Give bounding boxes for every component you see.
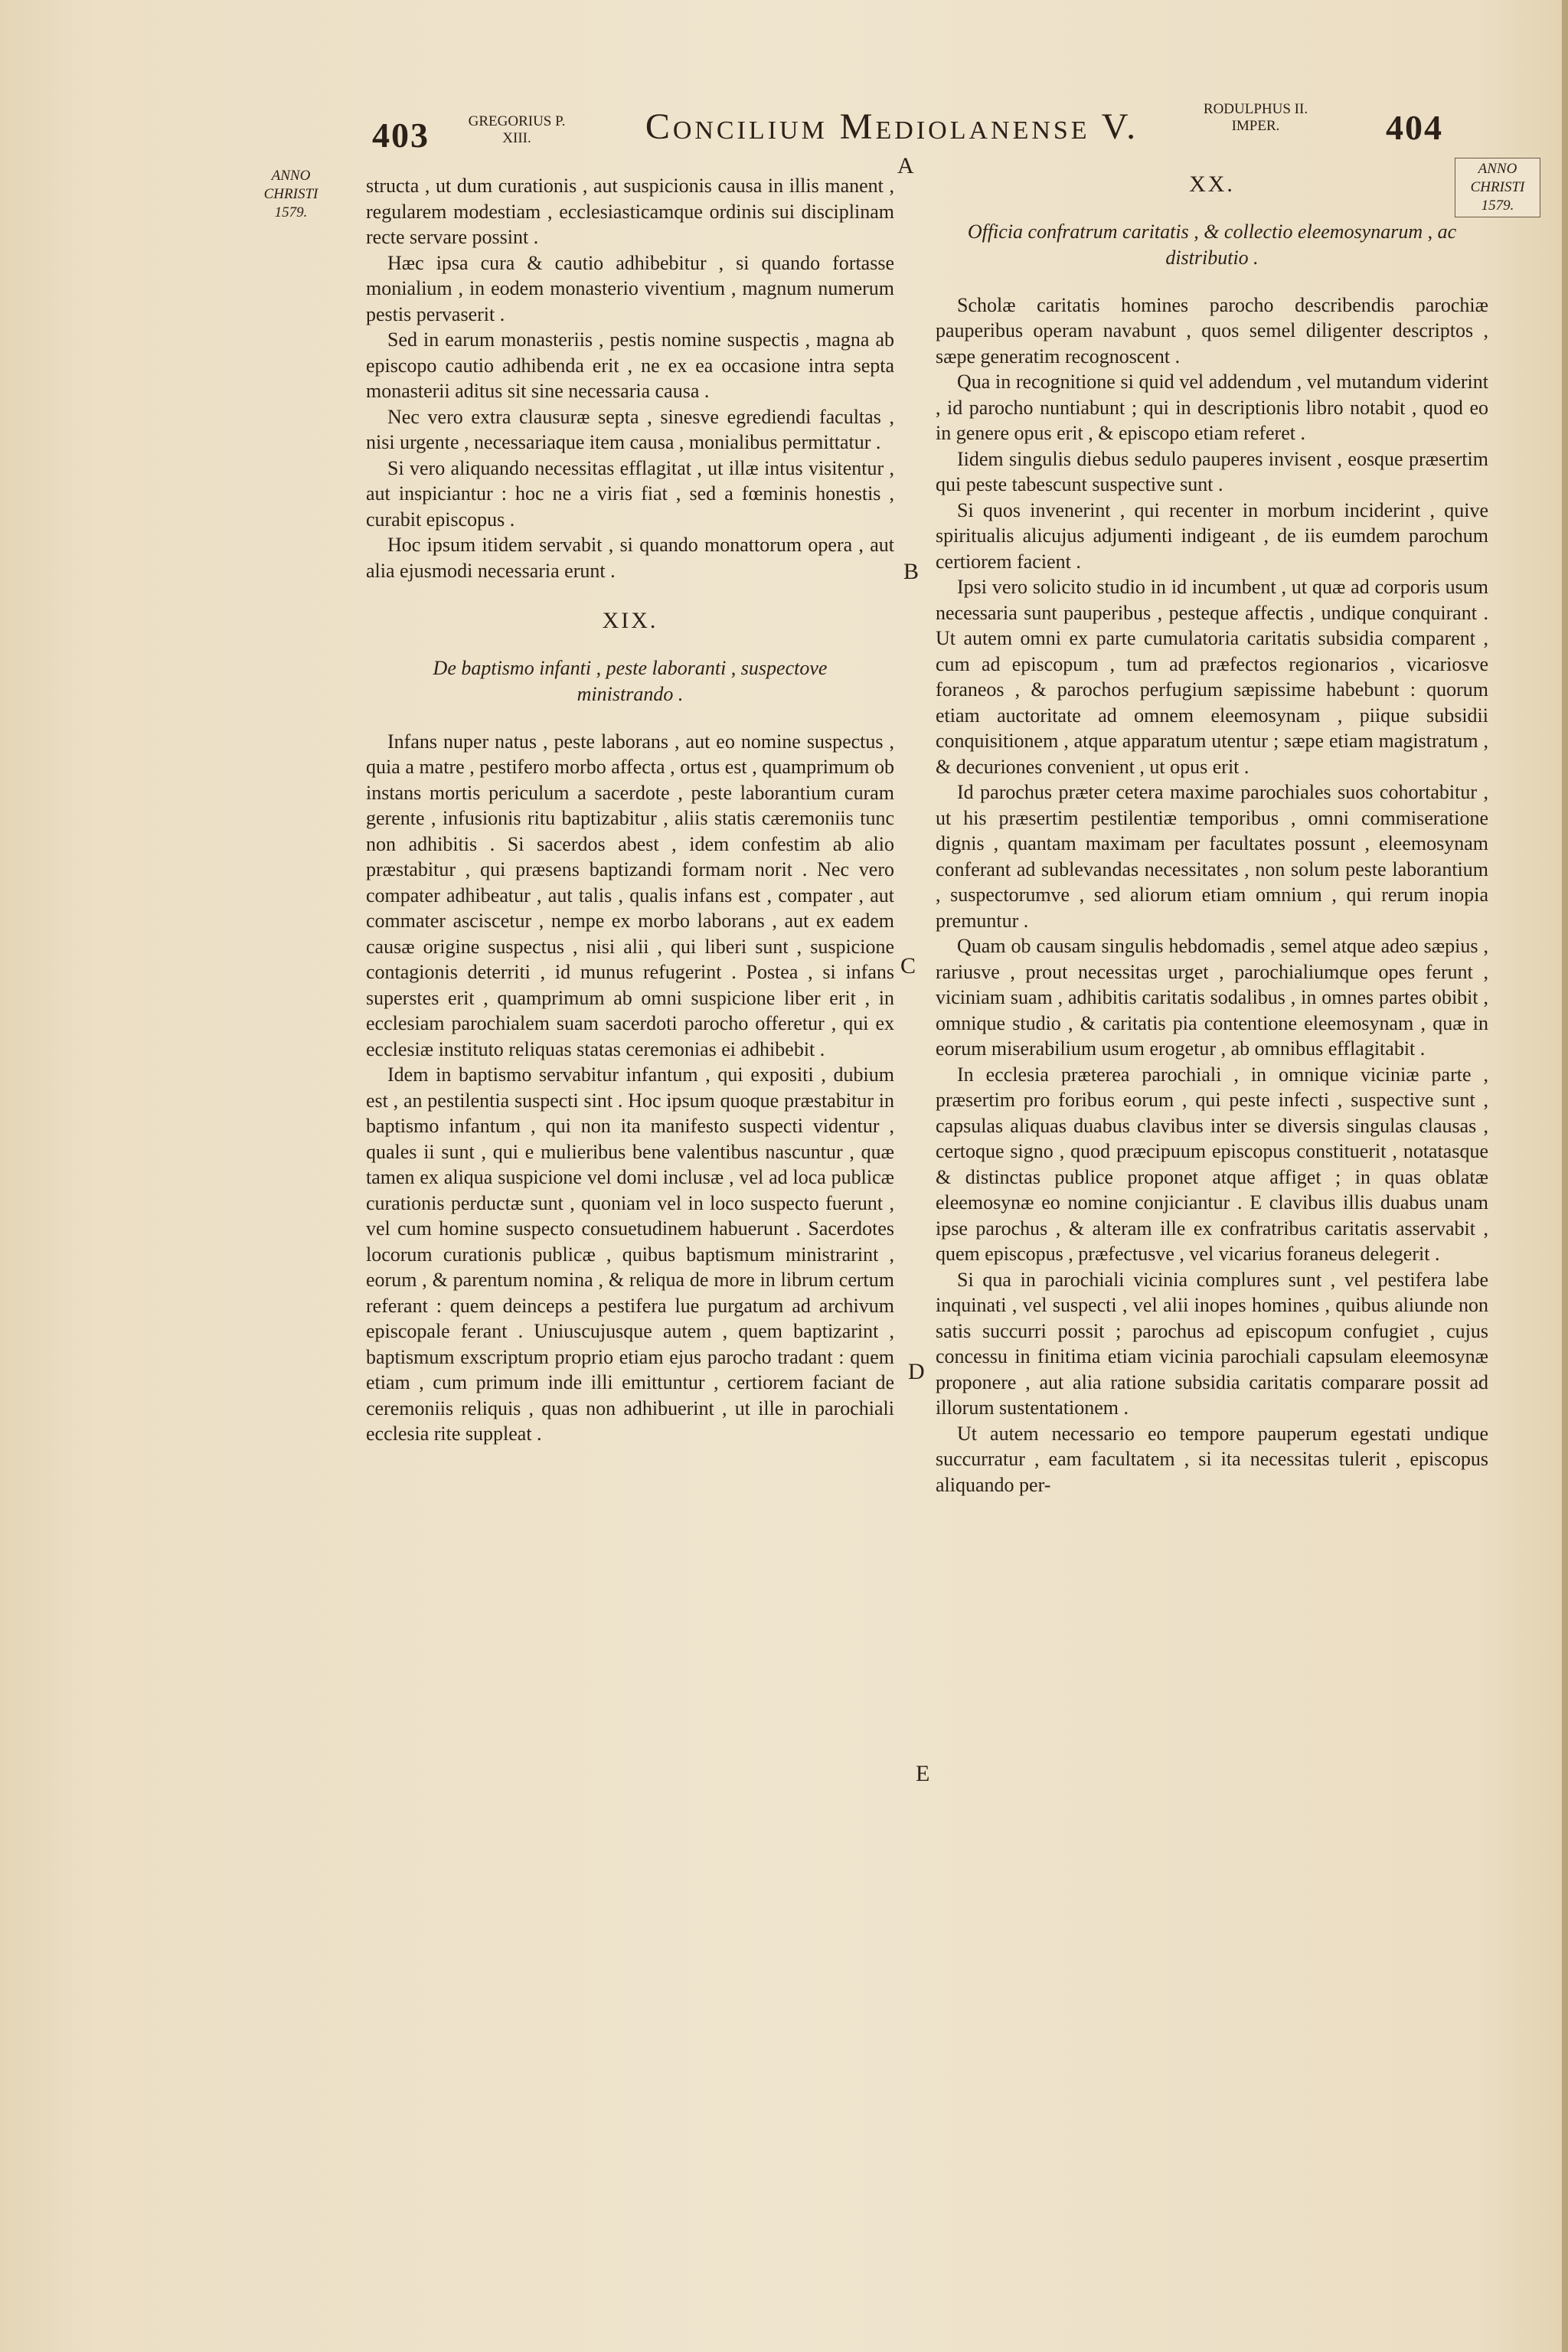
paragraph: Hæc ipsa cura & cautio adhibebitur , si quando fortasse monialium , in eodem monasterio viventium , magnum numerum pestis pervaserit .	[366, 251, 894, 325]
paragraph: Quam ob causam singulis hebdomadis , semel atque adeo sæpius , rariusve , prout necessitas urget , parochialiumque opes ferunt , viciniam suam , adhibitis caritatis sodalibus , in omnes partes obibit , omnique studio , & caritatis pia contentione eleemosynam , quæ in eorum miserabilium usum erogetur , ab omnibus efflagitabit .	[936, 935, 1488, 1060]
paragraph: Infans nuper natus , peste laborans , aut eo nomine suspectus , quia a matre , pestifero morbo affecta , ortus est , quamprimum ob instans mortis periculum a sacerdote , peste laborantium curam gerente , infusionis ritu baptizabitur , aliis statis cæremoniis tunc non adhibitis . Si sacerdos abest , idem confestim ab alio præstabitur , qui præsens baptizandi formam norit . Nec vero compater adhibeatur , aut talis , qualis infans est , compater , aut commater asciscetur , nempe ex morbo laborans , aut ex eadem causæ origine suspectus , nisi alii , qui liberi sunt , suspicione contagionis deterriti , id munus refugerint . Postea , si infans superstes erit , quamprimum ab omni suspicione liber erit , in ecclesiam parochialem suam sacerdoti parocho offeretur , qui ex ecclesiæ instituto reliquas statas ceremonias ei adhibebit .	[366, 730, 894, 1060]
left-column	[366, 173, 894, 1447]
paragraph: Idem in baptismo servabitur infantum , qui expositi , dubium est , an pestilentia suspecti sint . Hoc ipsum quoque præstabitur in baptismo infantum , qui non ita manifesto suspecti videntur , quales ii sunt , qui e mulieribus bene valentibus nascuntur , quæ tamen ex aliqua suspicione vel domi inclusæ , vel ad loca publicæ curationis perductæ sunt , quoniam vel in loco suspecto fuerunt , vel cum homine suspecto consuetudinem habuerunt . Sacerdotes locorum curationis publicæ , quibus baptismum ministrarint , eorum , & parentum nomina , & reliqua de more in librum certum referant : quem deinceps a pestifera lue purgatum ad archivum episcopale ferant . Uniuscujusque autem , quem baptizarint , baptismum exscriptum proprio etiam ejus parocho tradant : quem etiam , cum primum inde illi emittuntur , certiorem faciant de ceremoniis reliquis , quas non adhibuerint , ut ille in parochiali ecclesia rite suppleat .	[366, 1063, 894, 1445]
paragraph: Scholæ caritatis homines parocho describendis parochiæ pauperibus operam navabunt , quos semel diligenter descriptos , sæpe generatim recognoscent .	[936, 293, 1488, 368]
paragraph: Sed in earum monasteriis , pestis nomine suspectis , magna ab episcopo cautio adhibenda erit , ne ex ea occasione intra septa monasterii aditus sit sine necessaria causa .	[366, 328, 894, 402]
margin-letter-a: A	[897, 153, 914, 178]
margin-letter-c: C	[900, 953, 916, 978]
paragraph: Qua in recognitione si quid vel addendum , vel mutandum viderint , id parocho nuntiabunt ; qui in descriptionis libro notabit , quod eo in genere opus erit , & episcopo etiam referet .	[936, 371, 1488, 444]
section-number: XIX.	[602, 608, 658, 633]
paragraph: In ecclesia præterea parochiali , in omnique viciniæ parte , præsertim pro foribus eorum , qui peste infecti , suspective sunt , capsulas aliquas duabus clavibus inter se diversis singulas clausas , certoque signo , quod præcipuum episcopus constituerit , notatasque & distinctas publice proponet atque affiget ; in quas oblatæ eleemosynæ eo nomine conjiciantur . E clavibus illis duabus unam ipse parochus , & alteram ille ex confratribus caritatis asservabit , quem episcopus , præfectusve , vel vicarius foraneus delegerit .	[936, 1063, 1488, 1265]
pope-header: GREGORIUS P. XIII.	[468, 113, 566, 146]
paragraph: Si quos invenerint , qui recenter in morbum inciderint , quive spiritualis alicujus adjumenti indigeant , de iis eumdem parochum certiorem facient .	[936, 498, 1488, 573]
page-title: Concilium Mediolanense V.	[645, 106, 1139, 147]
paragraph: Nec vero extra clausuræ septa , sinesve egrediendi facultas , nisi urgente , necessariaque item causa , monialibus permittatur .	[366, 405, 894, 453]
paragraph: Id parochus præter cetera maxime parochiales suos cohortabitur , ut his præsertim pestilentiæ temporibus , omni commiseratione dignis , quantam maximam per facultates possunt , eleemosynam conferant ad sublevandas necessitates , non solum peste laborantium , suspectorumve , sed aliorum etiam omnium , qui rerum inopia premuntur .	[936, 781, 1488, 932]
paragraph: Ipsi vero solicito studio in id incumbent , ut quæ ad corporis usum necessaria sunt pauperibus , pesteque affectis , undique conquirant . Ut autem omni ex parte cumulatoria caritatis subsidia comparent , cum ad episcopum , tum ad præfectos regionarios , vicariosve foraneos , & parochos perfugium sæpissime habebunt : quorum etiam auctoritate ad omnem eleemosynam , piique subsidii conquisitionem , atque apparatum utentur ; sæpe etiam magistratum , & decuriones convenient , ut opus erit .	[936, 576, 1488, 778]
margin-letter-d: D	[908, 1359, 925, 1384]
paragraph: Ut autem necessario eo tempore pauperum egestati undique succurratur , eam facultatem , si ita necessitas tulerit , episcopus aliquando per-	[936, 1422, 1488, 1496]
emperor-header: RODULPHUS II. IMPER.	[1203, 101, 1308, 134]
margin-letter-e: E	[916, 1761, 930, 1786]
margin-letter-b: B	[903, 559, 920, 584]
paragraph: Iidem singulis diebus sedulo pauperes invisent , eosque præsertim qui peste tabescunt suspective sunt .	[936, 447, 1488, 495]
section-title: Officia confratrum caritatis , & collectio eleemosynarum , ac distributio .	[967, 220, 1457, 269]
right-column	[936, 172, 1488, 1498]
margin-year-left: ANNO CHRISTI 1579.	[263, 168, 318, 220]
paragraph: Hoc ipsum itidem servabit , si quando monattorum opera , aut alia ejusmodi necessaria erunt .	[366, 534, 894, 582]
section-title: De baptismo infanti , peste laboranti , suspectove ministrando .	[433, 656, 828, 705]
paragraph: structa , ut dum curationis , aut suspicionis causa in illis manent , regularem modestiam , ecclesiasticamque ordinis sui disciplinam recte servare possint .	[366, 175, 894, 248]
section-number: XX.	[1189, 172, 1235, 197]
page-number-right: 404	[1386, 108, 1443, 147]
page-edge	[1562, 0, 1568, 2352]
page-number-left: 403	[372, 116, 430, 155]
paragraph: Si qua in parochiali vicinia complures sunt , vel pestifera labe inquinati , vel suspecti , vel alii inopes homines , quibus aliunde non satis succurri possit ; parochus ad episcopum confugiet , cujus concessu in finitima etiam vicinia parochiali capsulam eleemosynæ proponere , aut alia ratione subsidia caritatis comparare possit ad illorum sustentationem .	[936, 1268, 1488, 1419]
paragraph: Si vero aliquando necessitas efflagitat , ut illæ intus visitentur , aut inspiciantur : hoc ne a viris fiat , sed a fœminis honestis , curabit episcopus .	[366, 456, 894, 531]
margin-year-right: ANNO CHRISTI 1579.	[1455, 158, 1540, 217]
